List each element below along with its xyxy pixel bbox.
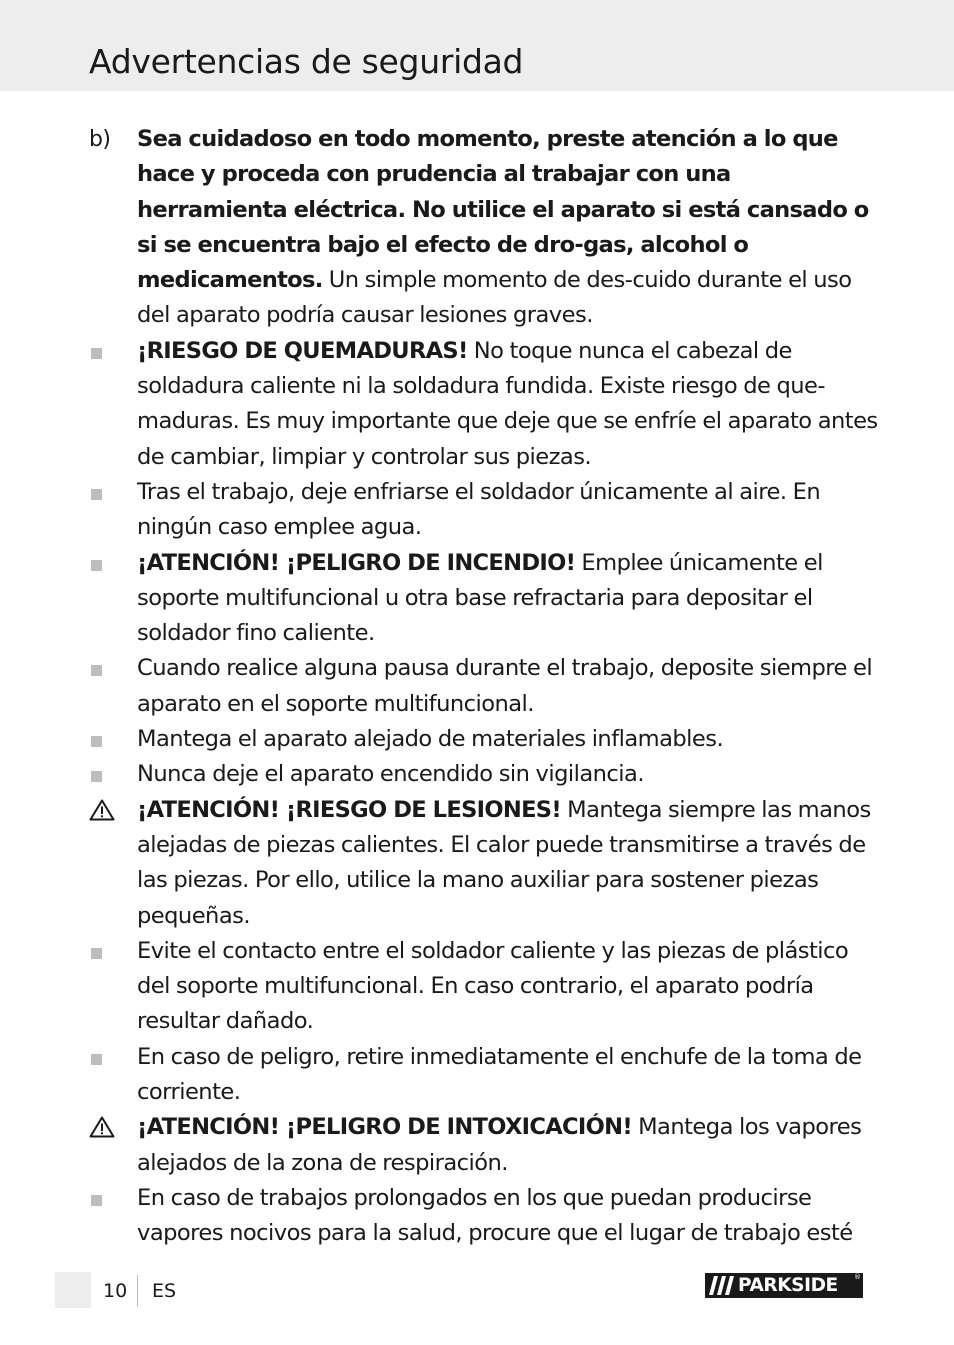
warning-heading: ¡ATENCIÓN! ¡PELIGRO DE INTOXICACIÓN! (137, 1114, 632, 1141)
list-item (89, 1040, 879, 1111)
bullet-square-icon (89, 722, 119, 757)
list-item (89, 1110, 879, 1181)
list-item (89, 334, 879, 475)
bullet-square-icon (89, 651, 119, 686)
list-item (89, 122, 879, 334)
warning-heading: ¡ATENCIÓN! ¡PELIGRO DE INCENDIO! (137, 549, 576, 576)
warning-text: Mantega el aparato alejado de materiales inflamables. (137, 726, 724, 753)
warning-triangle-icon (89, 793, 119, 828)
bullet-square-icon (89, 546, 119, 581)
list-item (89, 1181, 879, 1252)
warning-heading: Sea cuidadoso en todo momento, preste atención a lo que hace y proceda con prudencia al trabajar con una herramienta eléctrica. No utilice el aparato si está cansado o si se encuentra bajo el efecto de dro-gas, alcohol o medicamentos. (137, 126, 869, 294)
bullet-square-icon (89, 757, 119, 792)
list-item (89, 475, 879, 546)
warning-text: Cuando realice alguna pausa durante el trabajo, deposite siempre el aparato en el soporte multifuncional. (137, 655, 873, 717)
warning-text: Mantega siempre las manos alejadas de piezas calientes. El calor puede transmitirse a través de las piezas. Por ello, utilice la mano auxiliar para sostener piezas pequeñas. (137, 796, 871, 929)
list-item (89, 651, 879, 722)
list-item (89, 934, 879, 1040)
warning-text: En caso de peligro, retire inmediatamente el enchufe de la toma de corriente. (137, 1043, 862, 1106)
page-title: Advertencias de seguridad (89, 42, 524, 81)
footer-page-box (55, 1272, 91, 1308)
parkside-logo (705, 1273, 863, 1298)
page-number: 10 (103, 1280, 128, 1302)
warning-text: En caso de trabajos prolongados en los que puedan producirse vapores nocivos para la salud, procure que el lugar de trabajo esté (137, 1184, 853, 1247)
list-marker: b) (89, 127, 111, 152)
bullet-square-icon (89, 1040, 119, 1075)
warning-heading: ¡ATENCIÓN! ¡RIESGO DE LESIONES! (137, 796, 561, 823)
warning-text: Un simple momento de des-cuido durante el uso del aparato podría causar lesiones graves. (137, 267, 852, 329)
bullet-square-icon (89, 334, 119, 369)
list-item (89, 722, 879, 757)
safety-warnings-list (89, 122, 879, 1252)
logo-stripes-icon (709, 1276, 737, 1295)
warning-triangle-icon (89, 1110, 119, 1145)
list-item (89, 793, 879, 934)
warning-text: Emplee únicamente el soporte multifuncional u otra base refractaria para depositar el soldador fino caliente. (137, 549, 823, 647)
warning-text: Mantega los vapores alejados de la zona de respiración. (137, 1114, 862, 1176)
list-item (89, 546, 879, 652)
bullet-square-icon (89, 475, 119, 510)
brand-name: PARKSIDE (738, 1275, 838, 1296)
footer-divider (137, 1275, 138, 1307)
warning-text: Nunca deje el aparato encendido sin vigilancia. (137, 761, 644, 788)
warning-text: Tras el trabajo, deje enfriarse el soldador únicamente al aire. En ningún caso emplee agua. (137, 478, 821, 541)
list-item (89, 757, 879, 792)
warning-text: Evite el contacto entre el soldador caliente y las piezas de plástico del soporte multifuncional. En caso contrario, el aparato podría resultar dañado. (137, 937, 849, 1035)
bullet-square-icon (89, 1181, 119, 1216)
language-code: ES (152, 1280, 177, 1302)
warning-heading: ¡RIESGO DE QUEMADURAS! (137, 337, 468, 364)
registered-mark: ® (854, 1273, 861, 1281)
warning-text: No toque nunca el cabezal de soldadura caliente ni la soldadura fundida. Existe riesgo de que-maduras. Es muy importante que deje que se enfríe el aparato antes de cambiar, limpiar y controlar sus piezas. (137, 337, 878, 470)
bullet-square-icon (89, 934, 119, 969)
